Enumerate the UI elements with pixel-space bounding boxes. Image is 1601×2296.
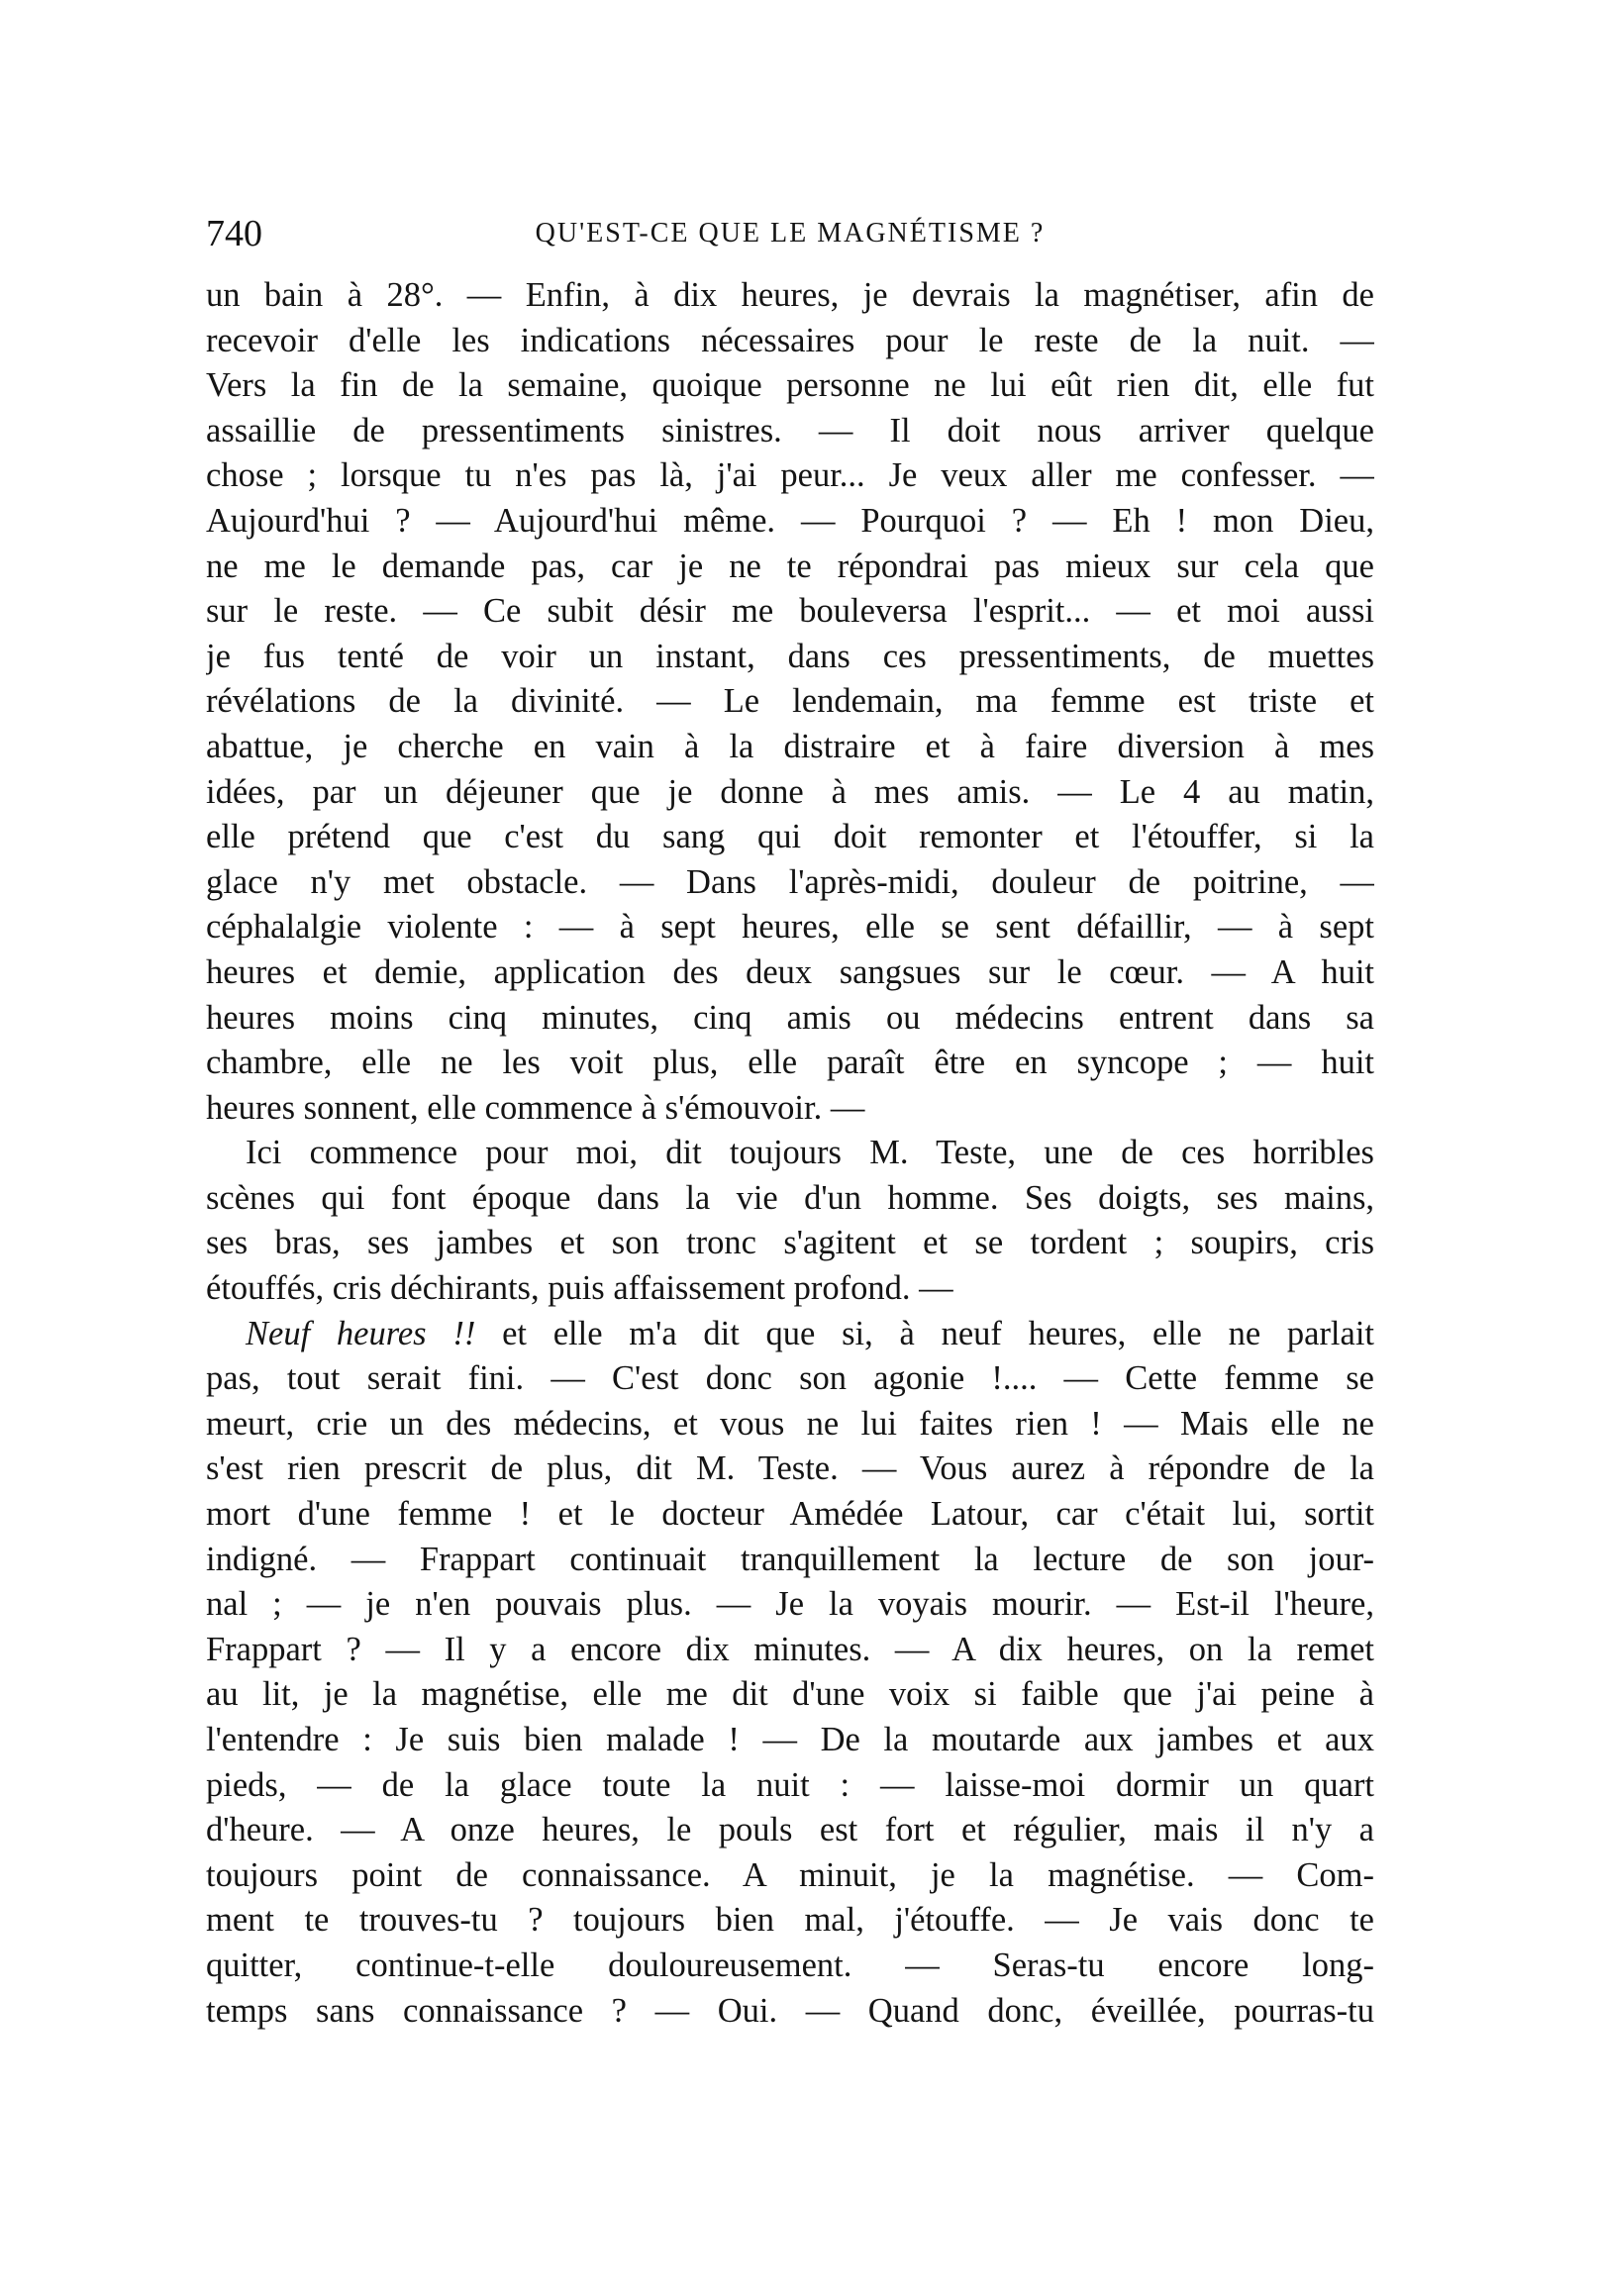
text-line: étouffés, cris déchirants, puis affaissement profond. — [206, 1269, 953, 1308]
text-line: glace n'y met obstacle. — Dans l'après-midi, douleur de poitrine, — [206, 862, 1374, 901]
text-line: recevoir d'elle les indications nécessaires pour le reste de la nuit. — [206, 321, 1374, 359]
body-text [206, 273, 1374, 2034]
text-line: elle prétend que c'est du sang qui doit remonter et l'étouffer, si la [206, 818, 1374, 856]
text-line: au lit, je la magnétise, elle me dit d'une voix si faible que j'ai peine à [206, 1675, 1374, 1714]
text-line: chose ; lorsque tu n'es pas là, j'ai peur... Je veux aller me confesser. — [206, 456, 1374, 495]
text-line: Frappart ? — Il y a encore dix minutes. — A dix heures, on la remet [206, 1630, 1374, 1668]
text-line: ne me le demande pas, car je ne te répondrai pas mieux sur cela que [206, 547, 1374, 585]
text-line: mort d'une femme ! et le docteur Amédée Latour, car c'était lui, sortit [206, 1495, 1374, 1534]
italic-lead: Neuf heures !! [246, 1314, 476, 1352]
text-line: temps sans connaissance ? — Oui. — Quand donc, éveillée, pourras-tu [206, 1991, 1374, 2030]
text-line-rest: et elle m'a dit que si, à neuf heures, elle ne parlait [475, 1314, 1374, 1352]
text-line: l'entendre : Je suis bien malade ! — De la moutarde aux jambes et aux [206, 1721, 1374, 1758]
page-number: 740 [206, 213, 262, 254]
text-line: ses bras, ses jambes et son tronc s'agitent et se tordent ; soupirs, cris [206, 1224, 1374, 1262]
text-line: révélations de la divinité. — Le lendemain, ma femme est triste et [206, 682, 1374, 721]
text-line [206, 1312, 1374, 1357]
text-line: indigné. — Frappart continuait tranquillement la lecture de son jour- [206, 1540, 1374, 1578]
running-title: QU'EST-CE QUE LE MAGNÉTISME ? [535, 218, 1046, 249]
text-line: Ici commence pour moi, dit toujours M. Teste, une de ces horribles [246, 1134, 1374, 1172]
text-line: pieds, — de la glace toute la nuit : — laisse-moi dormir un quart [206, 1765, 1374, 1804]
text-line: s'est rien prescrit de plus, dit M. Teste. — Vous aurez à répondre de la [206, 1449, 1374, 1488]
text-line: un bain à 28°. — Enfin, à dix heures, je devrais la magnétiser, afin de [206, 276, 1374, 314]
text-line: ment te trouves-tu ? toujours bien mal, j'étouffe. — Je vais donc te [206, 1901, 1374, 1940]
text-line: assaillie de pressentiments sinistres. — Il doit nous arriver quelque [206, 411, 1374, 449]
text-line: heures sonnent, elle commence à s'émouvoir. — [206, 1088, 865, 1127]
text-line: toujours point de connaissance. A minuit, je la magnétise. — Com- [206, 1855, 1374, 1894]
text-line: heures moins cinq minutes, cinq amis ou médecins entrent dans sa [206, 998, 1374, 1037]
text-line: pas, tout serait fini. — C'est donc son agonie !.... — Cette femme se [206, 1359, 1374, 1398]
text-line: céphalalgie violente : — à sept heures, elle se sent défaillir, — à sept [206, 908, 1374, 947]
text-line: d'heure. — A onze heures, le pouls est fort et régulier, mais il n'y a [206, 1811, 1374, 1849]
text-line: sur le reste. — Ce subit désir me bouleversa l'esprit... — et moi aussi [206, 592, 1374, 631]
text-line: quitter, continue-t-elle douloureusement. — Seras-tu encore long- [206, 1946, 1374, 1984]
text-line: je fus tenté de voir un instant, dans ces pressentiments, de muettes [206, 637, 1374, 675]
text-line: chambre, elle ne les voit plus, elle paraît être en syncope ; — huit [206, 1044, 1374, 1082]
text-line: idées, par un déjeuner que je donne à mes amis. — Le 4 au matin, [206, 772, 1374, 811]
text-line: meurt, crie un des médecins, et vous ne lui faites rien ! — Mais elle ne [206, 1404, 1374, 1443]
text-line: nal ; — je n'en pouvais plus. — Je la voyais mourir. — Est-il l'heure, [206, 1585, 1374, 1624]
text-line: heures et demie, application des deux sangsues sur le cœur. — A huit [206, 952, 1374, 991]
page-header [206, 210, 1374, 257]
paragraph-2 [206, 1131, 1374, 1311]
text-line: Aujourd'hui ? — Aujourd'hui même. — Pourquoi ? — Eh ! mon Dieu, [206, 501, 1374, 540]
text-line: abattue, je cherche en vain à la distraire et à faire diversion à mes [206, 727, 1374, 765]
paragraph-1 [206, 273, 1374, 1131]
paragraph-3 [206, 1312, 1374, 2035]
text-line: Vers la fin de la semaine, quoique personne ne lui eût rien dit, elle fut [206, 366, 1374, 405]
text-line: scènes qui font époque dans la vie d'un homme. Ses doigts, ses mains, [206, 1178, 1374, 1217]
